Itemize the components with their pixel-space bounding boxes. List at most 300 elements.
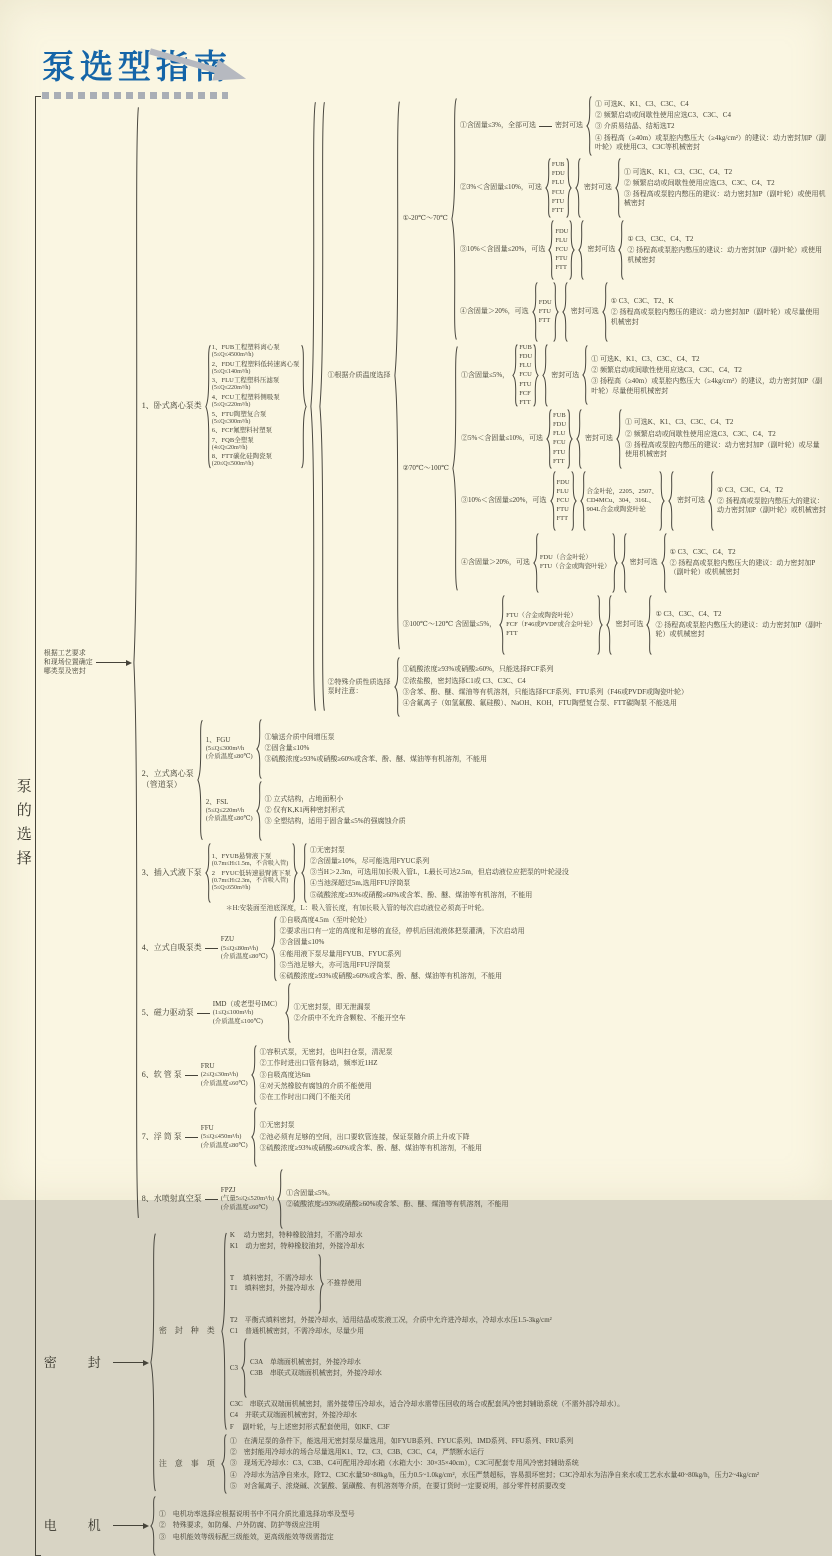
tree-node xyxy=(250,1358,382,1367)
node-label: 2、立式离心泵 （管道泵） xyxy=(141,769,194,789)
tree-node xyxy=(230,1254,624,1314)
brace-icon xyxy=(452,344,458,593)
model-stack xyxy=(205,344,307,469)
node-label: C3 xyxy=(229,1363,238,1372)
tree-node xyxy=(460,96,826,156)
tree-node xyxy=(230,1411,624,1420)
tree-node xyxy=(280,972,525,981)
tree-node xyxy=(595,122,826,131)
node-label: ② 特殊要求，如防爆、户外防腐、防护等级应注明 xyxy=(158,1521,320,1530)
tree-node xyxy=(230,1448,759,1457)
node-label: ② 频繁启动或间歇性使用应选C3、C3C、C4 xyxy=(595,111,731,120)
node-label: ④ 冷却水为洁净自来水，除T2、C3C水量50~80kg/h，压力0.5~1.0kg/cm²，水压严禁超标，容易损坏密封；C3C冷却水为洁净自来水或工艺水水量40~80kg/h，压力2~4kg/cm² xyxy=(229,1470,759,1479)
node-label: 6、软 管 泵 xyxy=(141,1069,182,1079)
brace-icon xyxy=(133,96,139,1229)
node-label: 密封可选 xyxy=(629,558,658,567)
tree-node xyxy=(717,497,826,515)
brace-icon xyxy=(241,1338,247,1398)
tree-node xyxy=(286,1200,508,1209)
model-stack xyxy=(512,344,539,407)
brace-icon xyxy=(318,1254,324,1314)
brace-icon xyxy=(205,344,211,469)
model-item: FTT xyxy=(556,515,569,523)
brace-icon xyxy=(546,409,552,469)
tree-node xyxy=(595,134,826,152)
brace-icon xyxy=(602,282,608,342)
model-item: FDU xyxy=(556,478,570,486)
brace-icon xyxy=(553,282,559,342)
model-item: FTU（合金或陶瓷叶轮） xyxy=(539,563,611,571)
brace-icon xyxy=(708,471,714,531)
brace-icon xyxy=(578,220,584,280)
brace-icon xyxy=(621,533,627,593)
model-item: FUB xyxy=(519,344,532,351)
node-label: ①根据介质温度选择 xyxy=(327,370,391,379)
node-label: 不推荐使用 xyxy=(326,1279,362,1288)
model-item: 合金叶轮，2205、2507、 xyxy=(586,487,659,495)
node-label: ① C3、C3C、C4、T2 xyxy=(669,548,736,557)
node-label: C4 并联式双端面机械密封，外接冷却水 xyxy=(229,1411,357,1420)
node-label: 密 封 xyxy=(43,1354,110,1370)
node-label: 注 意 事 项 xyxy=(158,1458,218,1468)
brace-icon xyxy=(545,158,551,218)
tree-node xyxy=(265,733,487,742)
node-label: ① 可选K、K1、C3、C3C、C4、T2 xyxy=(625,418,734,427)
model-item: FTU xyxy=(555,255,568,263)
brace-icon xyxy=(575,158,581,218)
tree-node xyxy=(265,755,487,764)
node-label: ⑤当池足够大，亦可选用FFU浮筒泵 xyxy=(279,960,391,969)
tree-node xyxy=(655,610,826,619)
branch-by-temperature xyxy=(328,96,826,655)
tree-node xyxy=(625,441,826,459)
tree-node xyxy=(551,345,826,405)
node-label: ①-20℃～70℃ xyxy=(402,214,448,223)
tree-node xyxy=(460,220,826,280)
tree-node xyxy=(403,677,688,686)
tree-node xyxy=(627,246,826,264)
node-label: C3B 串联式双端面机械密封，外接冷却水 xyxy=(249,1369,382,1378)
motor-branch xyxy=(44,1496,826,1556)
brace-icon xyxy=(571,471,577,531)
node-label: ① 可选K、K1、C3、C3C、C4 xyxy=(595,99,689,108)
node-label: ③含苯、酚、醚、煤油等有机溶剂，只能选择FCF系列、FTU系列（F46或PVDF或陶瓷叶轮） xyxy=(402,687,689,696)
brace-icon xyxy=(567,409,573,469)
brace-icon xyxy=(197,719,203,841)
brace-icon xyxy=(292,843,298,903)
tree-node xyxy=(403,699,688,708)
node-label: ② 扬程高或泵腔内憋压大的建议：动力密封加P（副叶轮）或机械密封 xyxy=(669,559,816,577)
node-label: IMD（或老型号IMC） (1≤Q≤100m³/h) (介质温度≤100℃) xyxy=(212,1000,282,1025)
brace-icon xyxy=(569,220,575,280)
node-label: ④当池深超过5m,选用FFU浮筒泵 xyxy=(309,879,411,888)
model-item: 5、FTU陶塑复合泵 (5≤Q≤300m³/h) xyxy=(211,410,267,425)
model-item: 1、FUB工程塑料离心泵 (5≤Q≤4500m³/h) xyxy=(211,343,280,358)
model-item: FLU xyxy=(553,430,566,438)
model-item: 1、FYUB悬臂液下泵 (0.7m≤H≤1.5m，不含吸入管) xyxy=(211,852,289,867)
node-label: ③100℃～120℃ 含固量≤5%， xyxy=(402,620,497,629)
node-label: FPZJ (气量5≤Q≤520m³/h) (介质温度≤60℃) xyxy=(220,1186,275,1211)
node-label: 泵的选择 xyxy=(14,777,31,874)
node-label: 密封可选 xyxy=(551,370,580,379)
model-item: FUB xyxy=(551,161,565,169)
tree-node xyxy=(624,168,826,177)
node-label: ② 仅有K,K1两种密封形式 xyxy=(264,806,345,815)
node-label: ③ 电机能效等级标配三级能效，更高级能效等级需指定 xyxy=(158,1532,334,1541)
brace-icon xyxy=(221,1434,227,1494)
model-item: CD4MCu、304、316L、 xyxy=(586,496,656,504)
line-connector xyxy=(185,1075,198,1076)
tree-node xyxy=(206,719,487,779)
tree-node xyxy=(280,927,525,936)
tree-node xyxy=(461,409,826,469)
node-label: ①含固量≤3%，全部可选 xyxy=(459,121,537,130)
node-label: 4、立式自吸泵类 xyxy=(141,943,202,953)
tree-node xyxy=(260,1048,393,1057)
brace-icon xyxy=(256,719,262,779)
model-item: FDU（合金叶轮） xyxy=(539,554,592,562)
tree-node xyxy=(221,1169,509,1229)
tree-node xyxy=(611,297,826,306)
model-item: 8、FTT碳化硅陶瓷泵 (20≤Q≤500m³/h) xyxy=(211,453,273,468)
model-item: 4、FCU工程塑料侧吸泵 (5≤Q≤220m³/h) xyxy=(211,394,280,409)
brace-icon xyxy=(221,1231,227,1432)
brace-icon xyxy=(566,158,572,218)
node-label: 根据工艺要求 和现场位置确定 哪类泵及密封 xyxy=(43,648,93,676)
node-label: F 副叶轮，与上述密封形式配套使用，如KF、C3F xyxy=(229,1422,390,1431)
node-label: T 填料密封，不需冷却水 T1 填料密封，外接冷却水 xyxy=(229,1274,315,1292)
model-item: FDU xyxy=(553,421,567,429)
tree-node xyxy=(260,1093,393,1102)
model-item: FLU xyxy=(519,362,532,370)
node-label: ②要求出口有一定的高度和足够的直径，停机后回流液体把泵灌满，下次启动用 xyxy=(279,927,525,936)
node-label: 电 机 xyxy=(43,1518,110,1534)
node-label: ⑥硫酸浓度≥93%或硝酸≥60%或含苯、酚、醚、煤油等有机溶剂，不能用 xyxy=(279,972,503,981)
node-label: ②池必须有足够的空间，出口要软管连接，保证泵随介质上升或下降 xyxy=(259,1132,470,1141)
tree-node xyxy=(591,366,826,375)
root-label xyxy=(12,96,826,1556)
brace-icon xyxy=(646,595,652,655)
node-label: 8、水喷射真空泵 xyxy=(141,1193,202,1203)
model-item: FTT xyxy=(538,317,551,325)
node-label: 密封可选 xyxy=(583,183,612,192)
seal-notes xyxy=(159,1434,759,1494)
node-label: ①无密封泵 xyxy=(259,1121,295,1130)
node-label: 2、FSL (5≤Q≤220m³/h (介质温度≤80℃) xyxy=(205,797,253,823)
model-item: FTU（合金或陶瓷叶轮） xyxy=(506,611,577,619)
tree-node xyxy=(230,1327,624,1336)
node-label: ②硫酸浓度≥93%或硝酸≥60%或含苯、酚、醚、煤油等有机溶剂，不能用 xyxy=(286,1200,509,1209)
tree-node xyxy=(294,1014,406,1023)
tree-node xyxy=(655,621,826,639)
node-label: ＊H:安装面至池底深度，L：吸入管长度，有加长吸入管的每次启动液位必须高于叶轮。 xyxy=(225,904,489,912)
tree-node xyxy=(591,377,826,395)
model-item: FTT xyxy=(553,457,565,465)
node-label: ①含固量≤5%， xyxy=(461,370,510,379)
model-stack xyxy=(205,843,298,903)
tree-node xyxy=(260,1133,482,1142)
node-label: ②工作时进出口管有脉动，频率近1HZ xyxy=(259,1059,378,1068)
tree-node xyxy=(625,418,826,427)
model-item: FLU xyxy=(551,179,565,187)
model-stack xyxy=(499,595,603,655)
tree-node xyxy=(670,548,826,557)
tree-node xyxy=(403,344,826,593)
node-label: ②介质中不允许含颗粒、不能开空车 xyxy=(293,1014,406,1023)
node-label: ③10%＜含固量≤20%，可选 xyxy=(459,245,546,254)
model-stack xyxy=(532,282,559,342)
tree-node xyxy=(591,355,826,364)
brace-icon xyxy=(451,96,457,342)
brace-icon xyxy=(310,96,316,717)
brace-icon xyxy=(499,595,505,655)
tree-node xyxy=(624,179,826,188)
tree-node xyxy=(584,158,826,218)
node-label: FFU (5≤Q≤450m³/h) (介质温度≤80℃) xyxy=(200,1124,248,1149)
brace-icon xyxy=(285,983,291,1043)
tree-node xyxy=(265,817,406,826)
node-label: ② 频繁启动或间歇性使用应选C3、C3C、C4、T2 xyxy=(625,429,776,438)
tree-node xyxy=(201,1045,393,1105)
node-label: ④含固量＞20%，可选 xyxy=(461,558,530,567)
tree-node xyxy=(280,916,525,925)
brace-icon xyxy=(512,344,518,407)
brace-icon xyxy=(586,96,592,156)
node-label: 密封可选 xyxy=(570,307,599,316)
node-label: ② 频繁启动或间歇性使用应选C3、C3C、C4、T2 xyxy=(591,366,742,375)
tree-node xyxy=(159,1533,355,1542)
node-label: FZU (5≤Q≤80m³/h) (介质温度≤80℃) xyxy=(220,935,268,961)
class-float xyxy=(142,1107,826,1167)
node-label: ① C3、C3C、C4、T2 xyxy=(627,235,694,244)
brace-icon xyxy=(582,345,588,405)
tree-node xyxy=(265,795,406,804)
class-vertical-centrifugal xyxy=(142,719,826,841)
class-horizontal-centrifugal xyxy=(142,96,826,717)
class-magnetic xyxy=(142,983,826,1043)
model-item: FTT xyxy=(551,206,564,214)
brace-icon xyxy=(597,595,603,655)
model-item: FCU xyxy=(556,496,570,504)
model-item: FTT xyxy=(519,398,531,406)
node-label: 7、浮 筒 泵 xyxy=(141,1131,182,1141)
model-stack xyxy=(546,409,573,469)
tree-node xyxy=(461,533,826,593)
node-label: 密封可选 xyxy=(587,245,616,254)
node-label: C3C 串联式双端面机械密封，需外接带压冷却水，适合冷却水需带压回收的场合或配套风冷密封辅助系统（不需外部冷却水）。 xyxy=(229,1400,625,1409)
tree-node xyxy=(265,806,406,815)
model-item: FTU xyxy=(551,197,565,205)
page-title: 泵选型指南 xyxy=(42,50,232,86)
tree-node xyxy=(230,1482,759,1491)
brace-icon xyxy=(251,1107,257,1167)
selection-tree xyxy=(12,96,826,1556)
tree-node xyxy=(595,100,826,109)
line-connector xyxy=(205,1199,218,1200)
tree-node xyxy=(403,96,826,342)
model-item: FTT xyxy=(506,629,518,637)
brace-icon xyxy=(542,344,548,407)
bracket-connector xyxy=(35,96,41,1556)
brace-icon xyxy=(150,1231,156,1494)
tree-node xyxy=(717,486,826,495)
node-label: ② 频繁启动或间歇性使用应选C3、C3C、C4、T2 xyxy=(623,178,775,187)
tree-node xyxy=(201,1107,482,1167)
node-label: T2 平衡式填料密封，外接冷却水，适用结晶或浆液工况，介质中允许进冷却水，冷却水水压1.5-3kg/cm² xyxy=(229,1315,552,1324)
brace-icon xyxy=(205,843,211,903)
model-item: FUB xyxy=(553,412,566,419)
tree-node xyxy=(587,220,826,280)
tree-node xyxy=(230,1471,759,1480)
tree-node xyxy=(280,938,525,947)
line-connector xyxy=(185,1137,198,1138)
node-label: ②浓盐酸，密封选择C1或 C3、C3C、C4 xyxy=(402,676,526,685)
node-label: K1 动力密封，特种橡胶油封，外接冷却水 xyxy=(229,1242,365,1251)
arrow-connector-icon xyxy=(96,662,130,663)
brace-icon xyxy=(301,843,307,903)
brace-icon xyxy=(668,471,674,531)
node-label: ② 扬程高或泵腔内憋压的建议：动力密封加P（副叶轮）或使用机械密封 xyxy=(627,246,823,264)
tree-node xyxy=(460,282,826,342)
node-label: ④对天然橡胶有腐蚀的介质不能使用 xyxy=(259,1081,372,1090)
process-branch xyxy=(44,96,826,1229)
tree-node xyxy=(461,344,826,407)
model-stack xyxy=(580,471,666,531)
node-label: ②3%＜含固量≤10%，可选 xyxy=(459,183,542,192)
brace-icon xyxy=(616,409,622,469)
node-label: ② 扬程高或泵腔内憋压大的建议：动力密封加P（副叶轮）或机械密封 xyxy=(655,621,823,639)
node-label: 1、卧式离心泵类 xyxy=(141,401,202,411)
model-item: FTT xyxy=(555,264,567,272)
brace-icon xyxy=(615,158,621,218)
node-label: ①输送介质中间增压泵 xyxy=(264,733,335,742)
brace-icon xyxy=(659,471,665,531)
model-item: FTU xyxy=(538,307,551,315)
brace-icon xyxy=(301,344,307,469)
model-stack xyxy=(545,158,572,218)
tree-node xyxy=(460,158,826,218)
brace-icon xyxy=(150,1496,156,1556)
tree-node xyxy=(615,595,826,655)
tree-node xyxy=(250,1369,382,1378)
brace-icon xyxy=(661,533,667,593)
tree-node xyxy=(585,409,826,469)
model-item: FCU xyxy=(555,245,569,253)
brace-icon xyxy=(251,1045,257,1105)
tree-node xyxy=(230,1242,624,1251)
node-label: ①无密封泵 xyxy=(309,845,345,854)
class-water-jet-vacuum xyxy=(142,1169,826,1229)
tree-node xyxy=(327,1279,362,1288)
node-label: 密封可选 xyxy=(555,121,584,130)
brace-icon xyxy=(277,1169,283,1229)
brace-icon xyxy=(548,220,554,280)
tree-node xyxy=(159,1521,355,1530)
node-label: ②含固量≥10%，尽可能选用FYUC系列 xyxy=(309,857,430,866)
tree-node xyxy=(310,868,569,877)
node-label: ④含氟离子（如氢氟酸、氟硅酸）、NaOH、KOH，FTU陶塑复合泵、FTT碳陶泵 不能选用 xyxy=(402,699,677,708)
tree-node xyxy=(260,1144,482,1153)
node-label: ③ 扬程高（≥40m）或泵腔内憋压大（≥4kg/cm²）的建议，动力密封加P（副叶轮）尽量使用机械密封 xyxy=(591,377,823,395)
model-item: 7、FQB全塑泵 (4≤Q≤20m³/h) xyxy=(211,436,254,451)
node-label: ③ 介质易结晶、结垢选T2 xyxy=(595,122,675,131)
tree-node xyxy=(260,1059,393,1068)
node-label: ①含固量≤5%。 xyxy=(286,1189,335,1198)
tree-node xyxy=(310,879,569,888)
tree-node xyxy=(403,665,688,674)
tree-node xyxy=(206,781,487,841)
node-label: ① 可选K、K1、C3、C3C、C4、T2 xyxy=(623,167,733,176)
node-label: ⑤ 对含氟离子、浓烧碱、次氯酸、氯磺酸、有机溶剂等介质，在要订货时一定要说明，部分零件材质要改变 xyxy=(229,1481,566,1490)
node-label: C3A 单端面机械密封，外接冷却水 xyxy=(249,1357,361,1366)
tree-node xyxy=(294,1003,406,1012)
model-item: FLU xyxy=(556,487,569,495)
node-label: ②70℃～100℃ xyxy=(402,463,449,472)
tree-node xyxy=(670,559,826,577)
tree-node xyxy=(260,1071,393,1080)
tree-node xyxy=(611,308,826,326)
tree-node xyxy=(230,1423,624,1432)
model-stack xyxy=(533,533,618,593)
tree-node xyxy=(159,1510,355,1519)
tree-node xyxy=(595,111,826,120)
node-label: 1、FGU (5≤Q≤300m³/h (介质温度≤80℃) xyxy=(205,735,253,761)
model-item: FCU xyxy=(553,439,566,447)
tree-node xyxy=(260,1082,393,1091)
node-label: 5、磁力驱动泵 xyxy=(141,1007,194,1017)
tree-node xyxy=(677,471,826,531)
tree-node xyxy=(310,857,569,866)
node-label: ④ 扬程高（≥40m）或泵腔内憋压大（≥4kg/cm²）的建议：动力密封加P（副叶轮）或使用C3、C3C等机械密封 xyxy=(595,133,826,151)
brace-icon xyxy=(576,409,582,469)
brace-icon xyxy=(532,282,538,342)
tree-node xyxy=(213,983,406,1043)
page-title-block xyxy=(42,52,232,99)
brace-icon xyxy=(394,96,400,655)
class-hose xyxy=(142,1045,826,1105)
tree-node xyxy=(230,1437,759,1446)
node-label: K 动力密封，特种橡胶油封，不需冷却水 xyxy=(229,1231,363,1240)
brace-icon xyxy=(562,282,568,342)
model-item: FDU xyxy=(519,353,533,361)
brace-icon xyxy=(612,533,618,593)
tree-node xyxy=(310,846,569,855)
node-label: ②特殊介质性质选择 泵时注意： xyxy=(327,677,391,695)
tree-node xyxy=(319,96,826,717)
line-connector xyxy=(197,1013,210,1014)
node-label: ④含固量＞20%，可选 xyxy=(459,307,529,316)
node-label: ③ 全塑结构，适用于固含量≤5%的强腐蚀介质 xyxy=(264,817,406,826)
brace-icon xyxy=(256,781,262,841)
node-label: ① C3、C3C、T2、K xyxy=(610,297,674,306)
seal-branch xyxy=(44,1231,826,1494)
node-label: ①硫酸浓度≥93%或硝酸≥60%，只能选择FCF系列 xyxy=(402,665,554,674)
brace-icon xyxy=(533,344,539,407)
model-item: FCF（F46或PVDF或合金叶轮） xyxy=(506,620,597,628)
node-label: ①容积式泵，无密封，也叫扫仓泵，清泥泵 xyxy=(259,1048,393,1057)
tree-node xyxy=(230,1338,624,1398)
model-item: FDU xyxy=(551,170,565,178)
model-item: FDU xyxy=(538,298,552,306)
node-label: ③当H＞2.3m，可选用加长吸入管L，L最长可达2.5m，但启动液位应把泵的叶轮浸没 xyxy=(309,868,569,877)
tree-node xyxy=(265,744,487,753)
node-label: ③ 扬程高或泵腔内憋压的建议：动力密封加P（副叶轮）或使用机械密封 xyxy=(623,190,826,208)
tree-node xyxy=(230,1459,759,1468)
node-label: ② 扬程高或泵腔内憋压的建议：动力密封加P（副叶轮）或尽量使用机械密封 xyxy=(610,308,820,326)
tree-node xyxy=(280,950,525,959)
tree-node xyxy=(627,235,826,244)
branch-special-media xyxy=(328,657,826,717)
